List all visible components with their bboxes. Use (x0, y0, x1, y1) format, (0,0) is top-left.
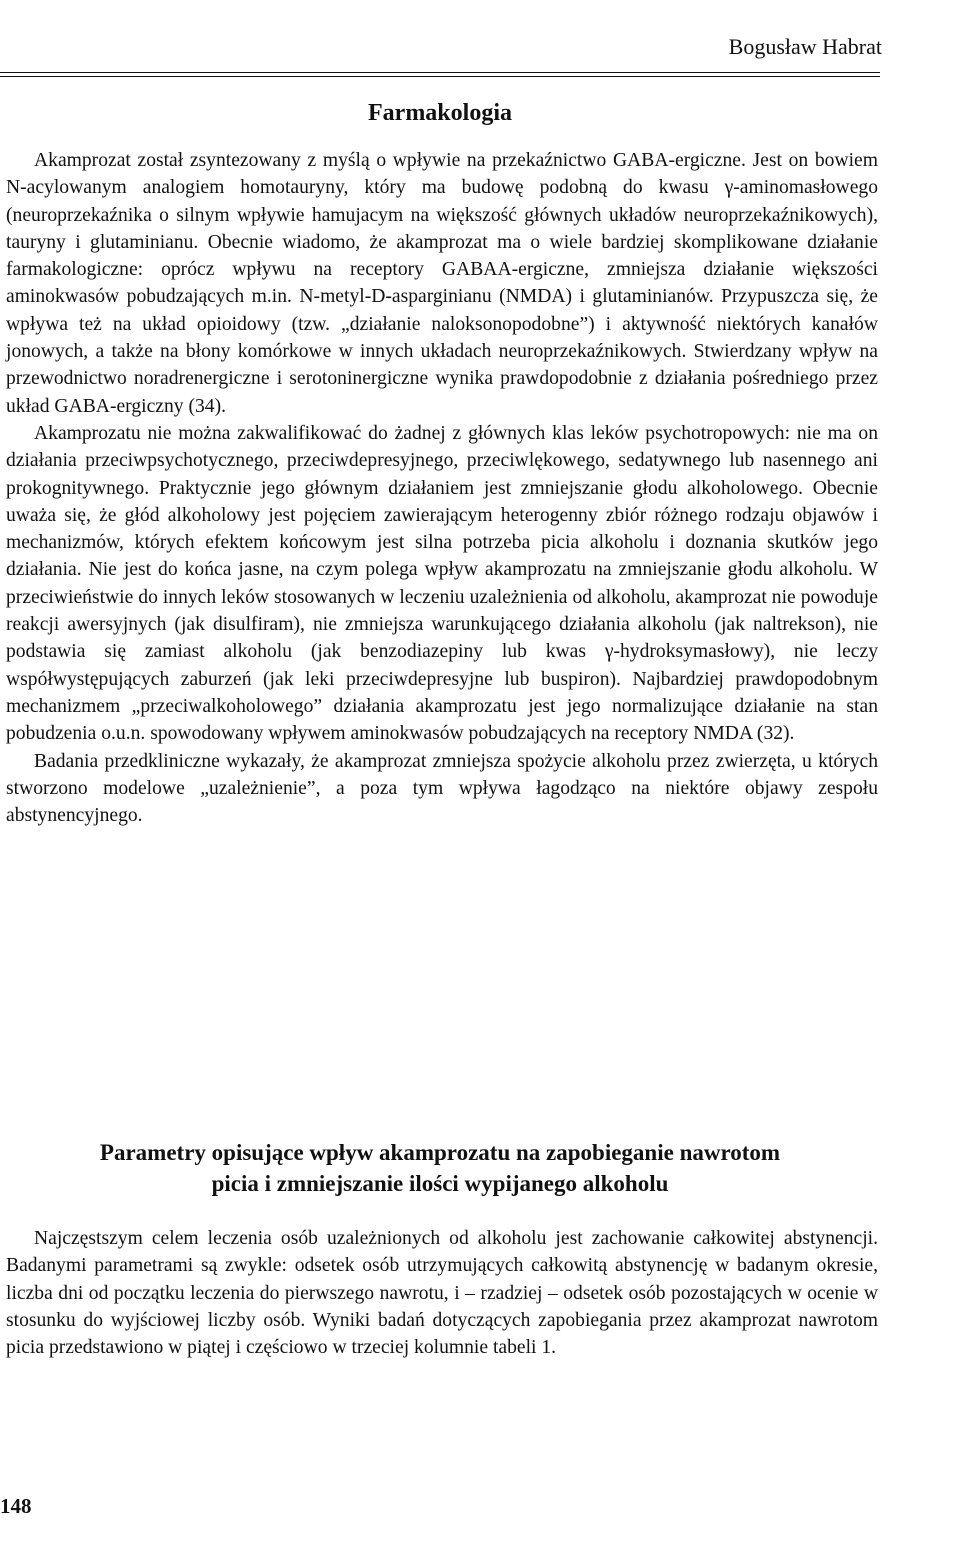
subsection-body (6, 1225, 878, 1361)
page-number: 148 (0, 1494, 32, 1518)
paragraph: Akamprozat został zsyntezowany z myślą o wpływie na przekaźnictwo GABA-ergiczne. Jest on bowiem N-acylowanym analogiem homotauryny, który ma budowę podobną do kwasu γ-aminomasłowego (neuroprzekaźnika o silnym wpływie hamujacym na większość głównych układów neuroprzekaźnikowych), tauryny i glutaminianu. Obecnie wiadomo, że akamprozat ma o wiele bardziej skomplikowane działanie farmakologiczne: oprócz wpływu na receptory GABAA-ergiczne, zmniejsza działanie większości aminokwasów pobudzających m.in. N-metyl-D-asparginianu (NMDA) i glutaminianów. Przypuszcza się, że wpływa też na układ opioidowy (tzw. „działanie naloksonopodobne”) i aktywność niektórych kanałów jonowych, a także na błony komórkowe w innych układach neuroprzekaźnikowych. Stwierdzany wpływ na przewodnictwo noradrenergiczne i serotoninergiczne wynika prawdopodobnie z działania pośredniego przez układ GABA-ergiczny (34). (6, 150, 878, 417)
paragraph: Badania przedkliniczne wykazały, że akamprozat zmniejsza spożycie alkoholu przez zwierzęta, u których stworzono modelowe „uzależnienie”, a poza tym wpływa łagodząco na niektóre objawy zespołu abstynencyjnego. (6, 750, 878, 827)
subsection-title-line: picia i zmniejszanie ilości wypijanego alkoholu (211, 1171, 669, 1196)
header-rule (0, 72, 880, 73)
running-header-author: Bogusław Habrat (728, 34, 882, 59)
header-rule-second (0, 76, 880, 77)
section-title: Farmakologia (368, 100, 512, 126)
subsection-title (0, 1137, 880, 1199)
paragraph: Najczęstszym celem leczenia osób uzależnionych od alkoholu jest zachowanie całkowitej abstynencji. Badanymi parametrami są zwykle: odsetek osób utrzymujących całkowitą abstynencję w badanym okresie, liczba dni od początku leczenia do pierwszego nawrotu, i – rzadziej – odsetek osób pozostających w ocenie w stosunku do wyjściowej liczby osób. Wyniki badań dotyczących zapobiegania przez akamprozat nawrotom picia przedstawiono w piątej i częściowo w trzeciej kolumnie tabeli 1. (6, 1228, 878, 1359)
subsection-title-line: Parametry opisujące wpływ akamprozatu na zapobieganie nawrotom (99, 1140, 781, 1165)
paragraph: Akamprozatu nie można zakwalifikować do żadnej z głównych klas leków psychotropowych: nie ma on działania przeciwpsychotycznego, przeciwdepresyjnego, przeciwlękowego, sedatywnego lub nasennego ani prokognitywnego. Praktycznie jego głównym działaniem jest zmniejszanie głodu alkoholowego. Obecnie uważa się, że głód alkoholowy jest pojęciem zawierającym heterogenny zbiór różnego rodzaju objawów i mechanizmów, których efektem końcowym jest silna potrzeba picia alkoholu i doznania skutków jego działania. Nie jest do końca jasne, na czym polega wpływ akamprozatu na zmniejszanie głodu alkoholu. W przeciwieństwie do innych leków stosowanych w leczeniu uzależnienia od alkoholu, akamprozat nie powoduje reakcji awersyjnych (jak disulfiram), nie zmniejsza warunkującego działania alkoholu (jak naltrekson), nie podstawia się zamiast alkoholu (jak benzodiazepiny lub kwas γ-hydroksymasłowy), nie leczy współwystępujących zaburzeń (jak leki przeciwdepresyjne lub buspiron). Najbardziej prawdopodobnym mechanizmem „przeciwalkoholowego” działania akamprozatu jest jego normalizujące działanie na stan pobudzenia o.u.n. spowodowany wpływem aminokwasów pobudzających na receptory NMDA (32). (6, 422, 878, 745)
section-body (6, 147, 878, 829)
